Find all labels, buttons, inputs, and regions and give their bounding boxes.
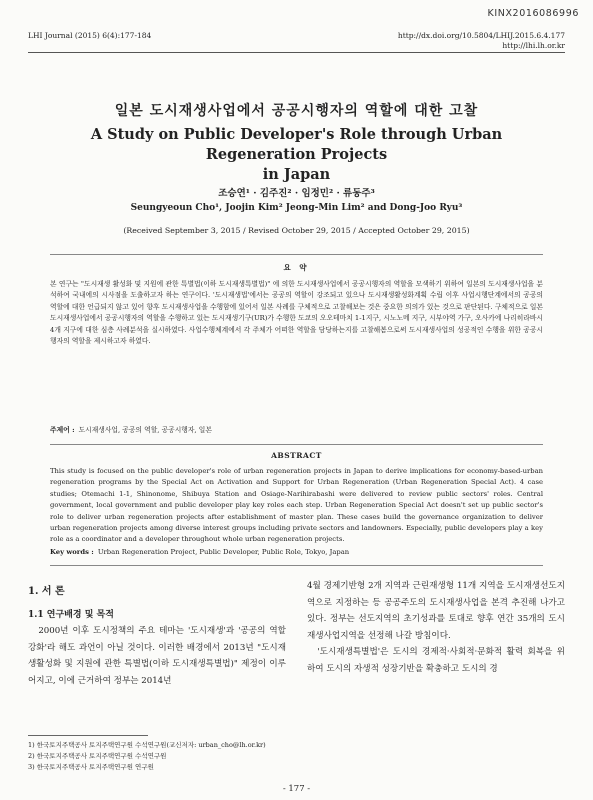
keywords-en-text: Urban Regeneration Project, Public Developer, Public Role, Tokyo, Japan — [97, 548, 350, 556]
paper-title-english-line1: A Study on Public Developer's Role through Urban Regeneration Projects — [90, 126, 503, 163]
abstract-ko-heading: 요 약 — [283, 263, 310, 272]
authors-korean: 조승연¹ · 김주진² · 임정민² · 류동주³ — [218, 188, 375, 199]
abstract-en-paragraph: This study is focused on the public developer's role of urban regeneration projects in Japan to derive implications for economy-based-urban regeneration programs by the Special Act on Activation and Support for Urban Regeneration (Urban Regeneration Special Act). 4 case studies; Otemachi 1-1, Shinonome, Shibuya Station and Osiage-Narihirabashi were delivered to review public sectors' roles. Central government, local government and public developer play key roles each step. Urban Regeneration Special Act doesn't set up public sector's role to deliver urban regeneration projects after establishment of master plan. These cases build the governance organization to deliver urban regeneration projects among diverse interest groups including private sectors and landowners. Especially, public developers play a key role as a coordinator and a developer throughout whole urban regeneration projects. — [50, 467, 543, 544]
abstract-en-heading: ABSTRACT — [271, 451, 322, 460]
body-paragraph: 4월 경제기반형 2개 지역과 근린재생형 11개 지역을 도시재생선도지역으로 지정하는 등 공공주도의 도시재생사업을 본격 추진해 나가고 있다. 정부는 선도지역의 초기성과를 토대로 향후 연간 35개의 도시재생사업지역을 선정해 나갈 방침이다. — [307, 581, 565, 641]
paper-title-english-line2: in Japan — [262, 166, 331, 183]
journal-citation: LHI Journal (2015) 6(4):177-184 — [28, 31, 152, 40]
abstract-en-body — [50, 466, 543, 546]
keywords-ko-label: 주제어 : — [50, 426, 75, 434]
footnote-divider — [28, 735, 148, 736]
abstract-en-bottom-rule — [50, 565, 543, 566]
body-right-column — [307, 578, 565, 677]
body-paragraph: 2000년 이후 도시정책의 주요 테마는 '도시재생'과 '공공의 역할 강화'라 해도 과언이 아닐 것이다. 이러한 배경에서 2013년 "도시재생활성화 및 지원에 관한 특별법(이하 도시재생특별법)" 제정이 이루어지고, 이에 근거하여 정부는 2014년 — [28, 626, 286, 686]
subsection-heading-background: 1.1 연구배경 및 목적 — [28, 610, 114, 620]
footnote-1: 1) 한국토지주택공사 토지주택연구원 수석연구원(교신저자: urban_cho@lh.or.kr) — [28, 741, 266, 749]
page-number: - 177 - — [282, 784, 311, 794]
doi-link[interactable]: http://dx.doi.org/10.5804/LHIJ.2015.6.4.177 — [397, 31, 565, 40]
document-id: KINX2016086996 — [487, 8, 579, 19]
header-divider — [28, 52, 565, 53]
footnote-2: 2) 한국토지주택공사 토지주택연구원 수석연구원 — [28, 752, 167, 760]
footnote-3: 3) 한국토지주택공사 토지주택연구원 연구원 — [28, 763, 154, 771]
abstract-ko-top-rule — [50, 254, 543, 255]
authors-english: Seungyeoun Cho¹, Joojin Kim² Jeong-Min Lim² and Dong-Joo Ryu³ — [130, 203, 463, 213]
abstract-ko-body — [50, 279, 543, 347]
keywords-en — [50, 548, 349, 556]
keywords-en-label: Key words : — [50, 548, 94, 556]
paper-title-korean: 일본 도시재생사업에서 공공시행자의 역할에 대한 고찰 — [114, 103, 479, 119]
abstract-ko-paragraph: 본 연구는 "도시재생 활성화 및 지원에 관한 특별법(이하 도시재생특별법)" 에 의한 도시재생사업에서 공공시행자의 역할을 모색하기 위하여 일본의 도시재생사업을 분석하여 국내에의 시사점을 도출하고자 하는 연구이다. '도시재생법'에서는 공공의 역할이 강조되고 있으나 도시재생활성화계획 수립 이후 사업시행단계에서의 공공의 역할에 대한 언급되지 않고 있어 향후 도시재생사업을 수행함에 있어서 일본 사례를 구체적으로 고찰해보는 것은 중요한 의의가 있는 것으로 판단된다. 구체적으로 일본 도시재생사업에서 공공시행자의 역할을 수행하고 있는 도시재생기구(UR)가 수행한 도쿄의 오오테마치 1-1지구, 시노노메 지구, 시부야역 가구, 오사카에 나리히라바시 4개 지구에 대한 심층 사례분석을 실시하였다. 사업수행체계에서 각 주체가 어떠한 역할을 담당하는지를 고찰해봄으로써 도시재생사업의 성공적인 수행을 위한 공공시행자의 역할을 제시하고자 하였다. — [50, 280, 543, 346]
body-paragraph: '도시재생특별법'은 도시의 경제적·사회적·문화적 활력 회복을 위하여 도시의 자생적 성장기반을 확충하고 도시의 경 — [307, 647, 565, 674]
journal-url[interactable]: http://lhi.lh.or.kr — [502, 41, 565, 50]
paper-title-english — [40, 125, 553, 185]
body-left-column — [28, 623, 286, 689]
keywords-ko-text: 도시재생사업, 공공의 역할, 공공시행자, 일본 — [78, 426, 212, 434]
section-heading-introduction: 1. 서 론 — [28, 586, 65, 597]
received-dates: (Received September 3, 2015 / Revised October 29, 2015 / Accepted October 29, 2015) — [123, 226, 470, 235]
keywords-ko — [50, 424, 212, 434]
abstract-en-top-rule — [50, 444, 543, 445]
